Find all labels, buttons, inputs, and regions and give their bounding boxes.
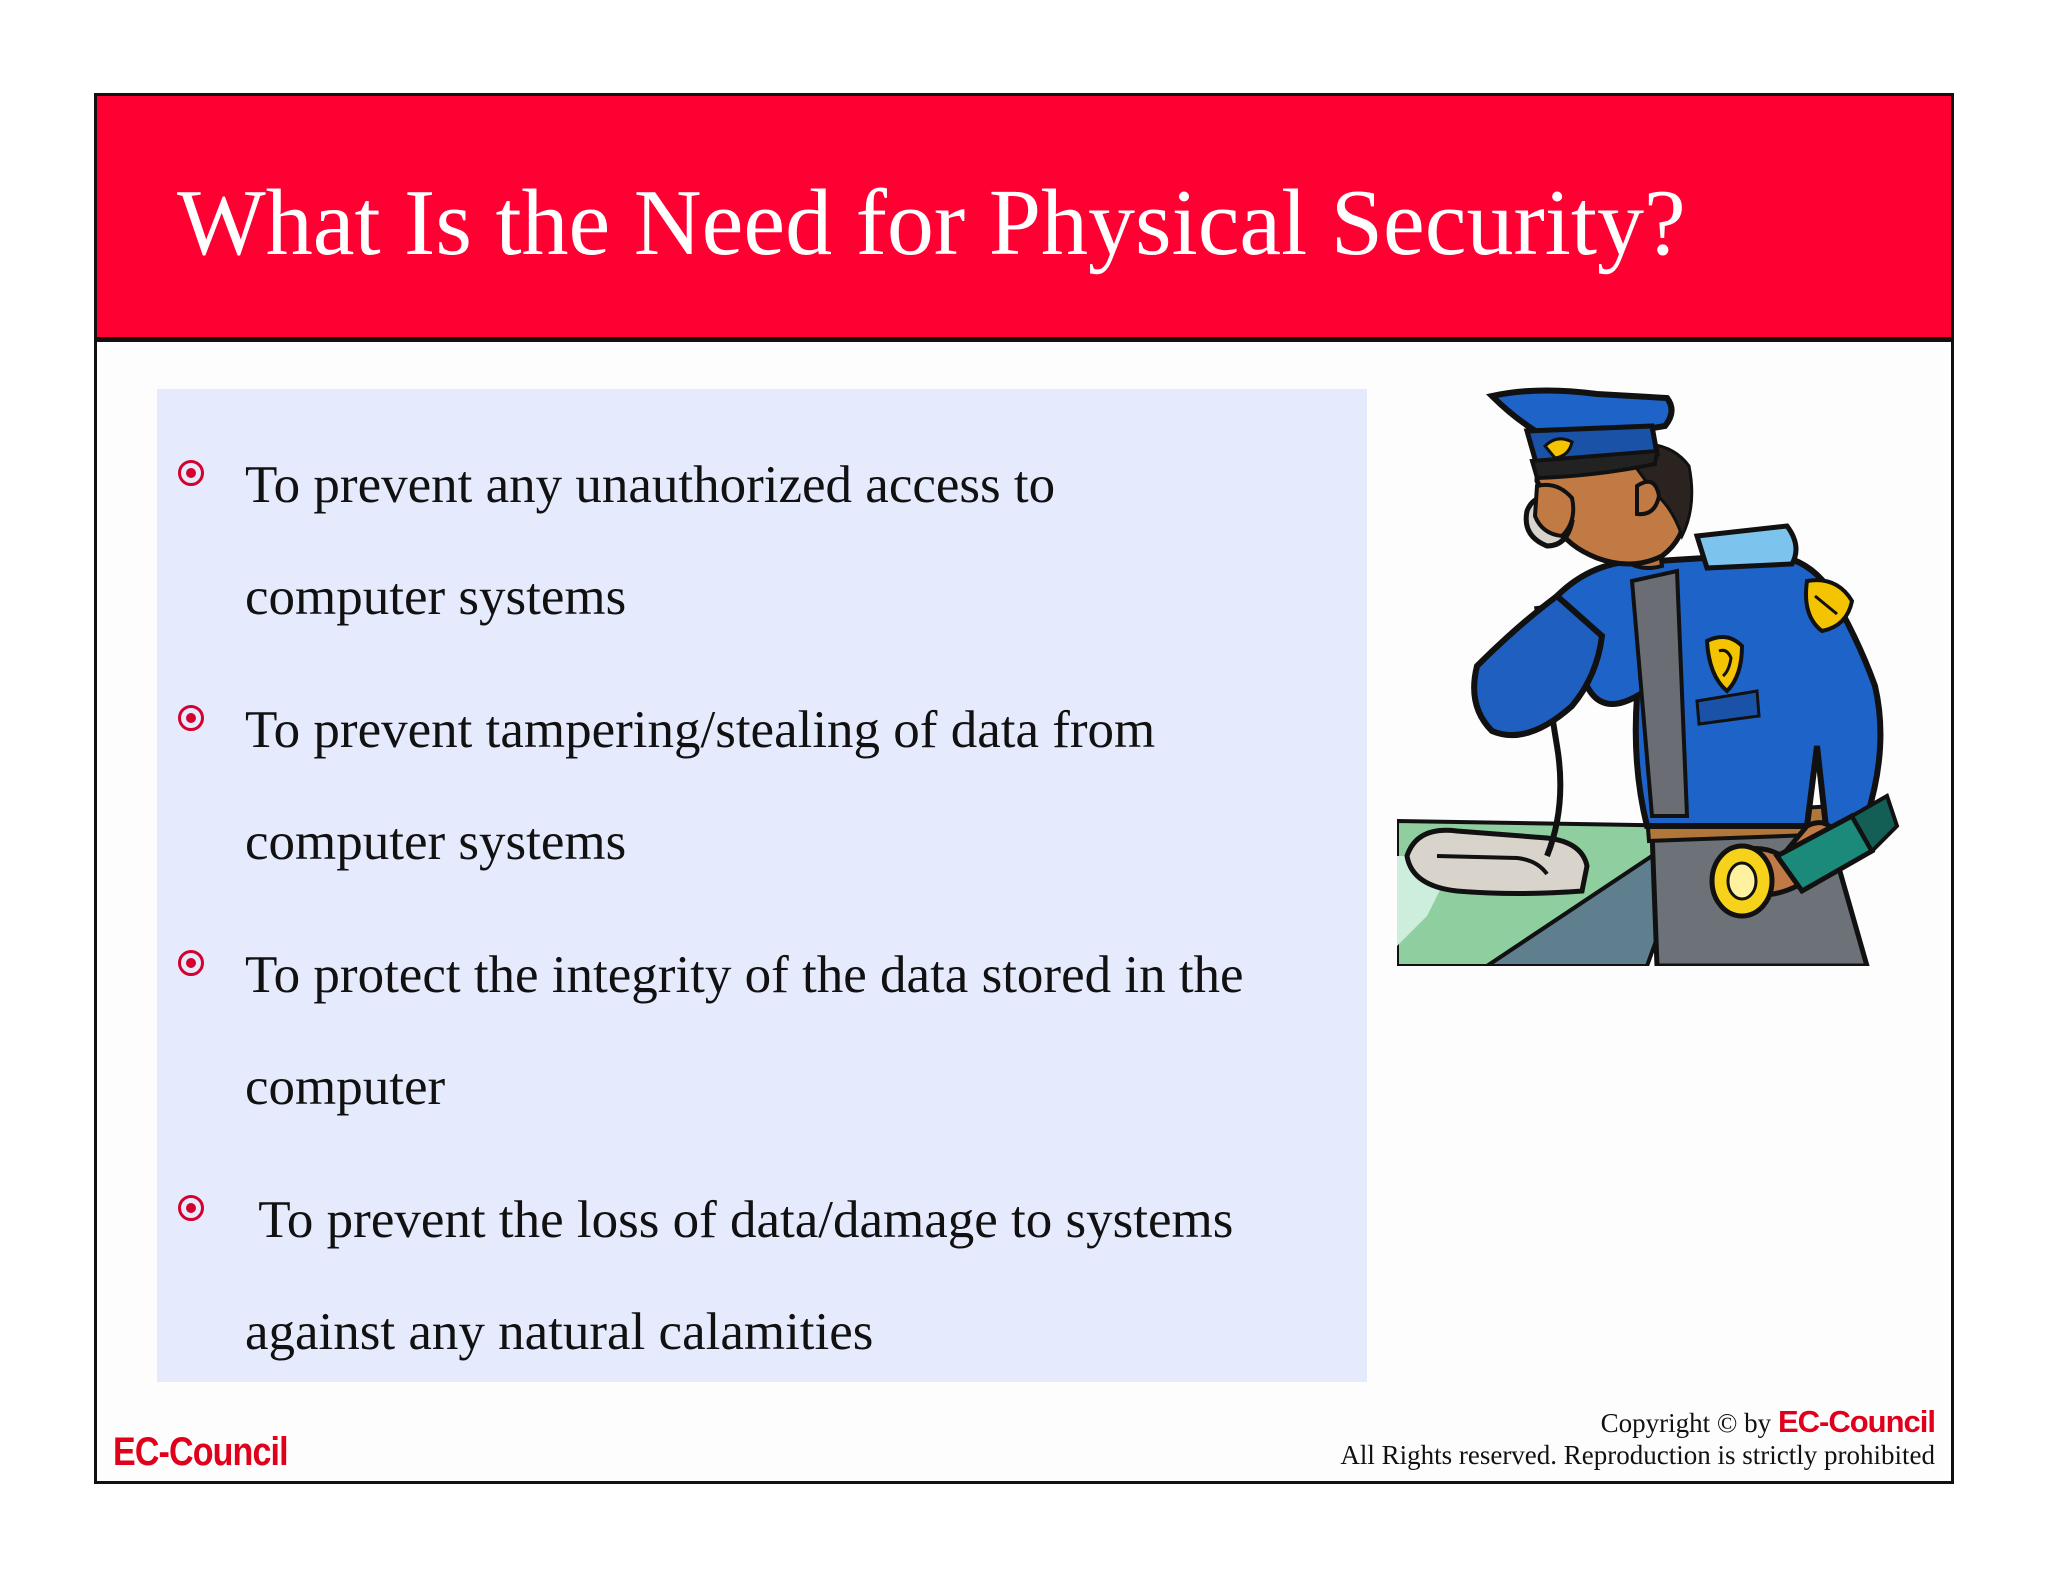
- rights-line: All Rights reserved. Reproduction is strictly prohibited: [1340, 1440, 1935, 1470]
- bullet-text: To prevent any unauthorized access to computer systems: [245, 456, 1056, 626]
- bullet-item: [157, 919, 1367, 1164]
- bullet-text: To prevent the loss of data/damage to systems against any natural calamities: [245, 1191, 1234, 1361]
- bullet-item: [157, 429, 1367, 674]
- copyright-brand: EC-Council: [1777, 1404, 1935, 1439]
- circled-dot-icon: [178, 1195, 204, 1221]
- security-guard-illustration: [1397, 386, 1937, 966]
- slide: [94, 93, 1954, 1484]
- circled-dot-icon: [178, 950, 204, 976]
- ec-council-logo: EC-Council: [113, 1430, 288, 1474]
- bullet-list-box: [157, 389, 1367, 1382]
- copyright-line: [1340, 1406, 1935, 1439]
- copyright-prefix: Copyright © by: [1600, 1408, 1778, 1438]
- title-bar: [97, 96, 1951, 342]
- bullet-item: [157, 674, 1367, 919]
- bullet-list: [157, 429, 1367, 1409]
- bullet-text: To protect the integrity of the data stored in the computer: [245, 946, 1244, 1116]
- bullet-item: [157, 1164, 1367, 1409]
- circled-dot-icon: [178, 460, 204, 486]
- bullet-text: To prevent tampering/stealing of data from computer systems: [245, 701, 1156, 871]
- circled-dot-icon: [178, 705, 204, 731]
- slide-title: What Is the Need for Physical Security?: [177, 171, 1686, 275]
- copyright-notice: [1340, 1406, 1935, 1471]
